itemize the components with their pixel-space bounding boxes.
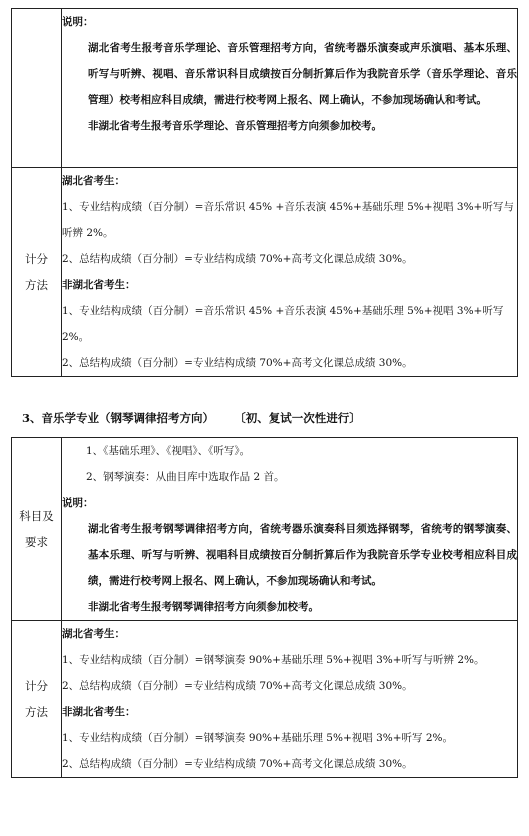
note-non-hubei: 非湖北省考生报考音乐学理论、音乐管理招考方向须参加校考。 — [88, 120, 382, 132]
subjects-label-cell — [12, 438, 62, 621]
note-label: 说明： — [62, 16, 94, 28]
subjects-cell — [62, 438, 518, 621]
scoring-table-music-theory — [11, 8, 518, 377]
section-title — [22, 410, 361, 426]
section-title-main: 3、音乐学专业（钢琴调律招考方向） — [22, 411, 214, 425]
hubei-item-2: 2、总结构成绩（百分制）=专业结构成绩 70%+高考文化课总成绩 30%。 — [62, 680, 413, 692]
non-hubei-item-1: 1、专业结构成绩（百分制）=音乐常识 45% +音乐表演 45%+基础乐理 5%+视唱 3%+听写 2%。 — [62, 305, 504, 343]
empty-label-cell — [12, 9, 62, 168]
note-hubei: 湖北省考生报考音乐学理论、音乐管理招考方向，省统考器乐演奏或声乐演唱、基本乐理、听写与听辨、视唱、音乐常识科目成绩按百分制折算后作为我院音乐学（音乐学理论、音乐管理）校考相应科目成绩，需进行校考网上报名、网上确认，不参加现场确认和考试。 — [88, 42, 517, 106]
section-title-sub: 〔初、复试一次性进行〕 — [240, 411, 361, 425]
scoring-table-piano-tuning — [11, 437, 518, 778]
table-row — [12, 438, 518, 621]
label-line: 方法 — [25, 278, 48, 292]
subject-item-2: 2、钢琴演奏：从曲目库中选取作品 2 首。 — [86, 471, 285, 483]
scoring-label-cell — [12, 621, 62, 778]
scoring-cell — [62, 621, 518, 778]
subject-item-1: 1、《基础乐理》、《视唱》、《听写》。 — [86, 445, 251, 457]
scoring-label-cell — [12, 168, 62, 377]
note-cell — [62, 9, 518, 168]
label-line: 计分 — [25, 252, 48, 266]
table-row — [12, 9, 518, 168]
hubei-heading: 湖北省考生： — [62, 175, 125, 187]
non-hubei-item-1: 1、专业结构成绩（百分制）=钢琴演奏 90%+基础乐理 5%+视唱 3%+听写 2%。 — [62, 732, 454, 744]
hubei-item-2: 2、总结构成绩（百分制）=专业结构成绩 70%+高考文化课总成绩 30%。 — [62, 253, 413, 265]
hubei-item-1: 1、专业结构成绩（百分制）=钢琴演奏 90%+基础乐理 5%+视唱 3%+听写与听辨 2%。 — [62, 654, 485, 666]
note-label: 说明： — [62, 497, 94, 509]
non-hubei-heading: 非湖北省考生： — [62, 706, 136, 718]
label-line: 方法 — [25, 705, 48, 719]
label-line: 要求 — [25, 535, 48, 549]
label-line: 科目及 — [19, 509, 54, 523]
note-non-hubei: 非湖北省考生报考钢琴调律招考方向须参加校考。 — [88, 601, 319, 613]
non-hubei-item-2: 2、总结构成绩（百分制）=专业结构成绩 70%+高考文化课总成绩 30%。 — [62, 758, 413, 770]
table-row — [12, 168, 518, 377]
table-row — [12, 621, 518, 778]
non-hubei-item-2: 2、总结构成绩（百分制）=专业结构成绩 70%+高考文化课总成绩 30%。 — [62, 357, 413, 369]
note-hubei: 湖北省考生报考钢琴调律招考方向，省统考器乐演奏科目须选择钢琴，省统考的钢琴演奏、基本乐理、听写与听辨、视唱科目成绩按百分制折算后作为我院音乐学专业校考相应科目成绩，需进行校考网上报名、网上确认，不参加现场确认和考试。 — [88, 523, 517, 587]
label-line: 计分 — [25, 679, 48, 693]
hubei-heading: 湖北省考生： — [62, 628, 125, 640]
non-hubei-heading: 非湖北省考生： — [62, 279, 136, 291]
hubei-item-1: 1、专业结构成绩（百分制）=音乐常识 45% +音乐表演 45%+基础乐理 5%+视唱 3%+听写与听辨 2%。 — [62, 201, 514, 239]
scoring-cell — [62, 168, 518, 377]
